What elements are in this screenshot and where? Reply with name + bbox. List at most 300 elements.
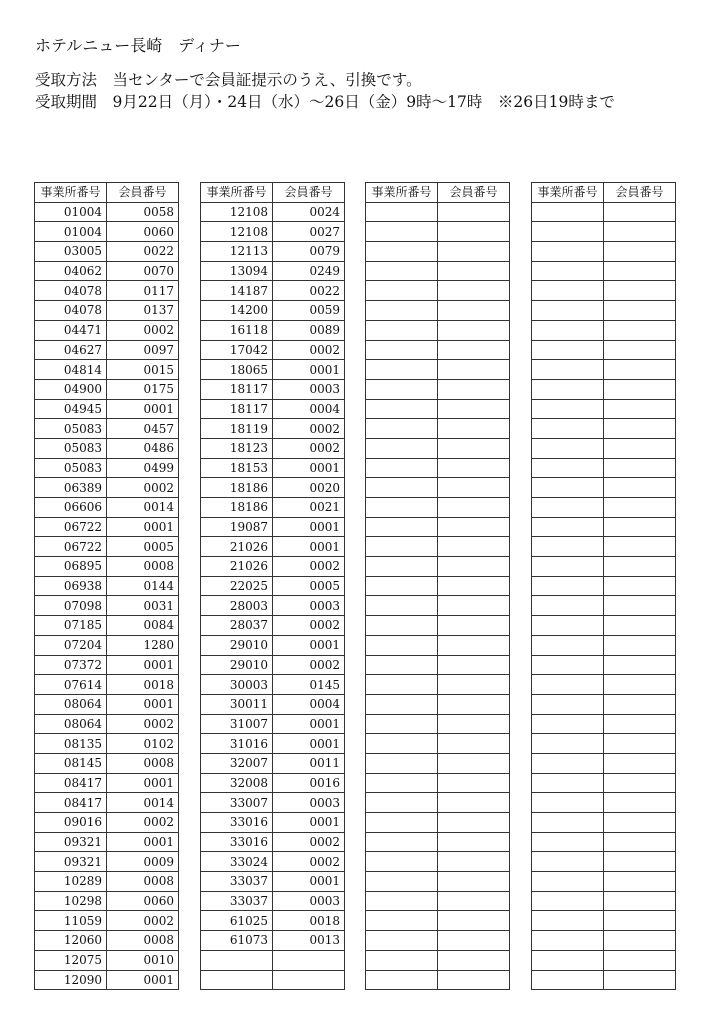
member-number-cell: 0011 [273, 753, 345, 773]
pickup-method: 受取方法 当センターで会員証提示のうえ、引換です。 [35, 71, 422, 89]
member-number-cell [438, 419, 510, 439]
office-number-cell: 04062 [35, 261, 107, 281]
table-row [366, 793, 510, 813]
member-number-cell: 0014 [107, 498, 179, 518]
table-row [532, 576, 676, 596]
table-row [366, 694, 510, 714]
table-row [201, 694, 345, 714]
member-number-cell: 0102 [107, 734, 179, 754]
table-row [35, 616, 179, 636]
member-number-cell: 0003 [273, 379, 345, 399]
table-row [366, 970, 510, 990]
office-number-cell [532, 242, 604, 262]
office-number-cell: 31007 [201, 714, 273, 734]
table-row [366, 222, 510, 242]
member-number-cell: 0001 [107, 773, 179, 793]
member-number-cell [604, 872, 676, 892]
table-row [35, 261, 179, 281]
table-row [201, 399, 345, 419]
table-row [201, 202, 345, 222]
table-row [201, 222, 345, 242]
member-number-cell: 0001 [273, 458, 345, 478]
table-row [366, 852, 510, 872]
office-number-cell: 10289 [35, 872, 107, 892]
office-number-cell [366, 438, 438, 458]
member-number-cell [438, 891, 510, 911]
member-number-header: 会員番号 [438, 183, 510, 203]
office-number-cell: 18119 [201, 419, 273, 439]
table-row [201, 872, 345, 892]
office-number-cell: 06389 [35, 478, 107, 498]
office-number-cell [366, 911, 438, 931]
member-number-cell: 0005 [107, 537, 179, 557]
member-number-cell: 0009 [107, 852, 179, 872]
office-number-cell [366, 399, 438, 419]
table-row [35, 419, 179, 439]
member-number-cell [438, 911, 510, 931]
table-row [35, 301, 179, 321]
member-number-cell [438, 478, 510, 498]
table-row [35, 576, 179, 596]
member-number-cell [438, 576, 510, 596]
table-row [201, 675, 345, 695]
office-number-cell: 29010 [201, 635, 273, 655]
table-row [366, 360, 510, 380]
office-number-cell [532, 576, 604, 596]
table-header-row [366, 183, 510, 203]
office-number-header: 事業所番号 [35, 183, 107, 203]
member-number-cell [604, 379, 676, 399]
member-number-cell [438, 832, 510, 852]
table-row [35, 655, 179, 675]
member-number-cell: 0008 [107, 931, 179, 951]
member-number-cell: 0002 [273, 340, 345, 360]
office-number-cell: 13094 [201, 261, 273, 281]
office-number-cell [366, 537, 438, 557]
table-row [532, 872, 676, 892]
office-number-cell [532, 852, 604, 872]
office-number-cell [532, 478, 604, 498]
member-number-cell [604, 537, 676, 557]
member-number-cell: 0117 [107, 281, 179, 301]
table-row [532, 911, 676, 931]
member-number-cell [438, 222, 510, 242]
office-number-cell: 28003 [201, 596, 273, 616]
member-number-cell [438, 950, 510, 970]
member-number-cell [438, 320, 510, 340]
member-number-cell [438, 301, 510, 321]
office-number-cell [532, 557, 604, 577]
member-number-cell: 0001 [273, 360, 345, 380]
member-number-cell [438, 872, 510, 892]
member-number-cell [604, 360, 676, 380]
office-number-cell: 07614 [35, 675, 107, 695]
member-number-cell: 0010 [107, 950, 179, 970]
office-number-cell [532, 773, 604, 793]
office-number-cell: 18186 [201, 478, 273, 498]
table-row [366, 261, 510, 281]
office-number-cell: 04627 [35, 340, 107, 360]
office-number-cell [366, 931, 438, 951]
office-number-header: 事業所番号 [532, 183, 604, 203]
table-row [366, 281, 510, 301]
table-row [201, 438, 345, 458]
member-number-cell [604, 399, 676, 419]
table-row [201, 635, 345, 655]
table-row [35, 832, 179, 852]
table-row [366, 438, 510, 458]
table-row [201, 891, 345, 911]
office-number-cell: 01004 [35, 202, 107, 222]
member-number-cell: 0499 [107, 458, 179, 478]
member-number-cell: 0003 [273, 793, 345, 813]
member-number-cell: 0001 [273, 813, 345, 833]
member-number-cell: 0002 [107, 813, 179, 833]
member-number-cell [438, 675, 510, 695]
table-row [366, 498, 510, 518]
office-number-cell [366, 675, 438, 695]
table-row [366, 734, 510, 754]
table-row [35, 498, 179, 518]
office-number-cell [366, 517, 438, 537]
table-row [366, 773, 510, 793]
table-row [532, 753, 676, 773]
table-row [201, 360, 345, 380]
table-row [201, 950, 345, 970]
member-number-cell [604, 970, 676, 990]
office-number-cell: 07185 [35, 616, 107, 636]
office-number-cell [366, 379, 438, 399]
member-number-cell [604, 931, 676, 951]
office-number-cell: 29010 [201, 655, 273, 675]
office-number-cell [532, 596, 604, 616]
table-row [532, 498, 676, 518]
member-number-cell: 0003 [273, 891, 345, 911]
table-row [532, 399, 676, 419]
table-row [35, 222, 179, 242]
office-number-cell: 33024 [201, 852, 273, 872]
office-number-cell [366, 419, 438, 439]
table-row [35, 793, 179, 813]
office-number-cell: 12060 [35, 931, 107, 951]
office-number-cell [532, 813, 604, 833]
member-table-1 [34, 182, 179, 990]
member-number-cell [604, 478, 676, 498]
table-row [201, 773, 345, 793]
table-row [201, 458, 345, 478]
table-row [35, 773, 179, 793]
member-number-cell [604, 753, 676, 773]
table-row [35, 931, 179, 951]
member-number-cell: 0058 [107, 202, 179, 222]
table-row [366, 537, 510, 557]
member-number-cell [438, 537, 510, 557]
office-number-cell [366, 635, 438, 655]
table-row [532, 714, 676, 734]
member-number-cell: 0001 [107, 970, 179, 990]
table-row [201, 970, 345, 990]
member-table-2 [200, 182, 345, 990]
office-number-cell: 01004 [35, 222, 107, 242]
table-row [366, 616, 510, 636]
office-number-cell: 33037 [201, 891, 273, 911]
office-number-cell: 30003 [201, 675, 273, 695]
office-number-cell [532, 911, 604, 931]
office-number-cell [366, 261, 438, 281]
office-number-cell: 31016 [201, 734, 273, 754]
office-number-cell [366, 970, 438, 990]
member-number-cell [438, 714, 510, 734]
member-number-cell [604, 694, 676, 714]
office-number-cell [532, 950, 604, 970]
table-row [201, 596, 345, 616]
member-number-cell: 0002 [107, 714, 179, 734]
office-number-cell: 04900 [35, 379, 107, 399]
office-number-cell: 10298 [35, 891, 107, 911]
table-row [201, 301, 345, 321]
office-number-cell [532, 793, 604, 813]
office-number-cell [366, 852, 438, 872]
member-number-cell: 0457 [107, 419, 179, 439]
office-number-cell [532, 714, 604, 734]
table-row [35, 458, 179, 478]
member-table-4 [531, 182, 676, 990]
table-row [532, 202, 676, 222]
office-number-cell [532, 832, 604, 852]
member-table-3 [365, 182, 510, 990]
member-number-cell: 0175 [107, 379, 179, 399]
office-number-header: 事業所番号 [201, 183, 273, 203]
table-row [35, 517, 179, 537]
table-row [35, 753, 179, 773]
office-number-cell: 12108 [201, 222, 273, 242]
member-number-cell [604, 458, 676, 478]
office-number-cell: 22025 [201, 576, 273, 596]
member-number-cell [438, 655, 510, 675]
office-number-cell: 05083 [35, 458, 107, 478]
table-row [201, 576, 345, 596]
member-number-cell: 0021 [273, 498, 345, 518]
office-number-cell: 04078 [35, 281, 107, 301]
member-number-cell [438, 852, 510, 872]
member-number-cell: 0015 [107, 360, 179, 380]
office-number-cell [366, 301, 438, 321]
table-row [532, 773, 676, 793]
office-number-cell: 33007 [201, 793, 273, 813]
table-row [532, 832, 676, 852]
office-number-cell [532, 360, 604, 380]
table-row [366, 675, 510, 695]
member-number-cell [438, 635, 510, 655]
member-number-cell: 0014 [107, 793, 179, 813]
member-number-cell [604, 557, 676, 577]
table-row [366, 399, 510, 419]
member-number-cell [438, 438, 510, 458]
member-number-cell: 0001 [273, 872, 345, 892]
office-number-cell: 18123 [201, 438, 273, 458]
office-number-cell: 05083 [35, 419, 107, 439]
table-row [532, 320, 676, 340]
member-number-cell [604, 281, 676, 301]
member-number-cell [604, 891, 676, 911]
member-number-cell [604, 675, 676, 695]
member-number-cell [604, 261, 676, 281]
member-number-cell: 0060 [107, 891, 179, 911]
table-row [366, 832, 510, 852]
office-number-cell: 11059 [35, 911, 107, 931]
office-number-cell [201, 950, 273, 970]
member-number-cell: 0145 [273, 675, 345, 695]
office-number-cell: 61073 [201, 931, 273, 951]
table-row [532, 970, 676, 990]
member-number-cell: 0089 [273, 320, 345, 340]
office-number-cell [532, 753, 604, 773]
table-row [532, 340, 676, 360]
table-row [366, 242, 510, 262]
table-row [366, 872, 510, 892]
member-number-cell [604, 438, 676, 458]
office-number-cell [366, 222, 438, 242]
table-row [532, 950, 676, 970]
member-number-cell: 0070 [107, 261, 179, 281]
table-row [532, 517, 676, 537]
office-number-cell: 18065 [201, 360, 273, 380]
member-number-cell [604, 950, 676, 970]
member-number-cell: 0020 [273, 478, 345, 498]
office-number-cell [532, 202, 604, 222]
office-number-cell [366, 576, 438, 596]
table-row [532, 438, 676, 458]
office-number-cell: 61025 [201, 911, 273, 931]
office-number-cell [366, 242, 438, 262]
member-number-cell: 0001 [273, 714, 345, 734]
member-number-cell [604, 734, 676, 754]
member-number-cell: 0249 [273, 261, 345, 281]
table-row [201, 419, 345, 439]
office-number-cell [366, 320, 438, 340]
member-number-cell [273, 950, 345, 970]
office-number-cell [366, 872, 438, 892]
member-number-cell: 0001 [273, 517, 345, 537]
table-row [366, 576, 510, 596]
table-row [35, 734, 179, 754]
office-number-cell [366, 891, 438, 911]
office-number-cell [532, 399, 604, 419]
office-number-cell [532, 635, 604, 655]
member-number-cell [438, 517, 510, 537]
member-number-cell: 0022 [107, 242, 179, 262]
table-row [532, 379, 676, 399]
office-number-cell: 06722 [35, 537, 107, 557]
table-row [532, 813, 676, 833]
office-number-cell [532, 970, 604, 990]
office-number-cell: 08145 [35, 753, 107, 773]
office-number-cell: 17042 [201, 340, 273, 360]
table-row [201, 517, 345, 537]
office-number-cell: 06722 [35, 517, 107, 537]
member-number-cell: 0002 [107, 911, 179, 931]
member-number-cell: 0018 [273, 911, 345, 931]
table-row [201, 537, 345, 557]
table-row [366, 911, 510, 931]
office-number-cell [532, 281, 604, 301]
member-number-cell [438, 753, 510, 773]
member-number-cell [604, 576, 676, 596]
member-number-cell: 0002 [273, 557, 345, 577]
member-number-cell [604, 832, 676, 852]
table-row [532, 655, 676, 675]
table-row [35, 635, 179, 655]
member-number-cell: 0027 [273, 222, 345, 242]
office-number-cell [532, 222, 604, 242]
member-number-cell: 0004 [273, 694, 345, 714]
member-number-cell: 0002 [273, 852, 345, 872]
member-number-cell: 0001 [107, 832, 179, 852]
office-number-cell [366, 793, 438, 813]
table-row [35, 320, 179, 340]
office-number-cell [366, 557, 438, 577]
member-number-cell [438, 813, 510, 833]
table-row [35, 891, 179, 911]
office-number-cell: 18186 [201, 498, 273, 518]
member-number-cell: 0079 [273, 242, 345, 262]
office-number-cell [532, 438, 604, 458]
member-number-cell [438, 557, 510, 577]
office-number-cell: 33016 [201, 832, 273, 852]
member-number-cell: 0005 [273, 576, 345, 596]
table-row [35, 438, 179, 458]
member-number-cell [604, 655, 676, 675]
office-number-cell [366, 694, 438, 714]
office-number-cell: 07204 [35, 635, 107, 655]
member-number-cell [604, 222, 676, 242]
member-number-cell: 0002 [273, 655, 345, 675]
table-row [201, 734, 345, 754]
table-row [532, 557, 676, 577]
member-number-cell: 0001 [273, 734, 345, 754]
member-number-cell [438, 773, 510, 793]
table-row [35, 537, 179, 557]
member-number-cell [604, 911, 676, 931]
table-row [366, 891, 510, 911]
table-header-row [532, 183, 676, 203]
member-number-cell [438, 734, 510, 754]
table-row [532, 537, 676, 557]
table-row [532, 891, 676, 911]
office-number-cell: 06938 [35, 576, 107, 596]
table-row [532, 694, 676, 714]
table-row [366, 931, 510, 951]
member-number-cell [604, 813, 676, 833]
member-number-cell [438, 596, 510, 616]
office-number-cell: 18153 [201, 458, 273, 478]
table-row [35, 694, 179, 714]
member-number-cell: 0004 [273, 399, 345, 419]
member-number-cell [604, 419, 676, 439]
member-number-cell: 0022 [273, 281, 345, 301]
table-row [35, 399, 179, 419]
table-row [35, 950, 179, 970]
table-header-row [35, 183, 179, 203]
table-row [532, 360, 676, 380]
table-row [366, 458, 510, 478]
office-number-cell: 33016 [201, 813, 273, 833]
table-row [201, 320, 345, 340]
member-number-cell [604, 320, 676, 340]
member-number-cell: 0018 [107, 675, 179, 695]
table-row [201, 832, 345, 852]
office-number-cell: 12090 [35, 970, 107, 990]
